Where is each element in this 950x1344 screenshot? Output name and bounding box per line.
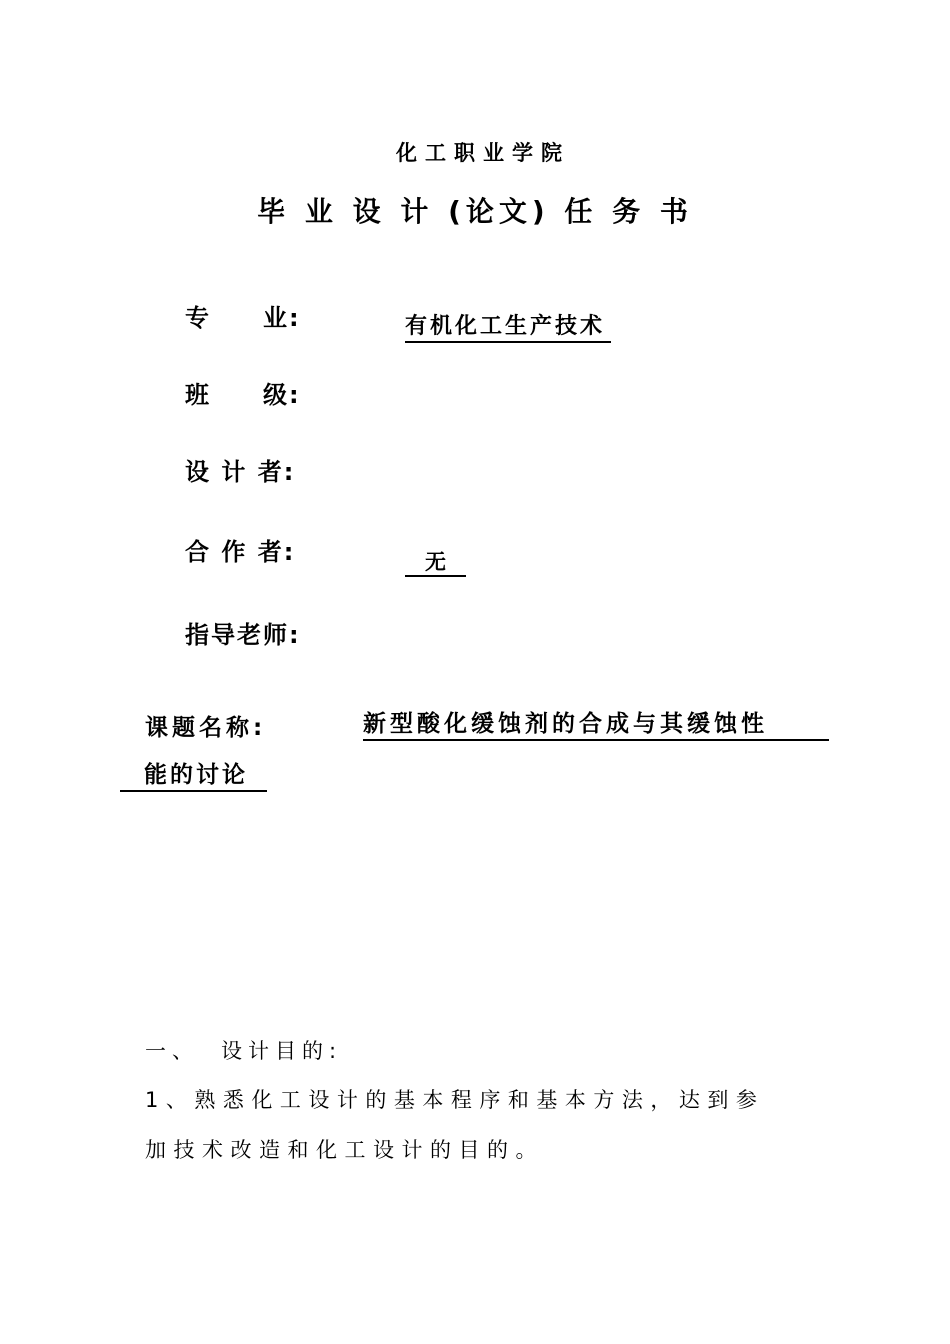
designer-label: 设 计 者:: [185, 458, 296, 486]
coauthor-value: 无: [405, 549, 466, 577]
section-number: 一、: [145, 1039, 199, 1063]
section-heading-text: 设计目的:: [221, 1039, 343, 1063]
major-label: 专 业:: [185, 304, 301, 332]
topic-title-line-2: 能的讨论: [120, 760, 267, 792]
coauthor-label: 合 作 者:: [185, 538, 296, 566]
paragraph-line-2: 加技术改造和化工设计的目的。: [145, 1138, 544, 1162]
topic-title-line-1: 新型酸化缓蚀剂的合成与其缓蚀性: [363, 709, 829, 741]
document-title: 毕 业 设 计 (论文) 任 务 书: [257, 195, 693, 228]
advisor-label: 指导老师:: [185, 621, 301, 649]
topic-label: 课题名称:: [145, 715, 267, 741]
paragraph-line-1: 1、熟悉化工设计的基本程序和基本方法，达到参: [145, 1088, 765, 1112]
section-heading: [145, 1035, 342, 1065]
major-value: 有机化工生产技术: [405, 313, 611, 343]
school-name: 化工职业学院: [396, 141, 570, 165]
class-label: 班 级:: [185, 381, 301, 409]
